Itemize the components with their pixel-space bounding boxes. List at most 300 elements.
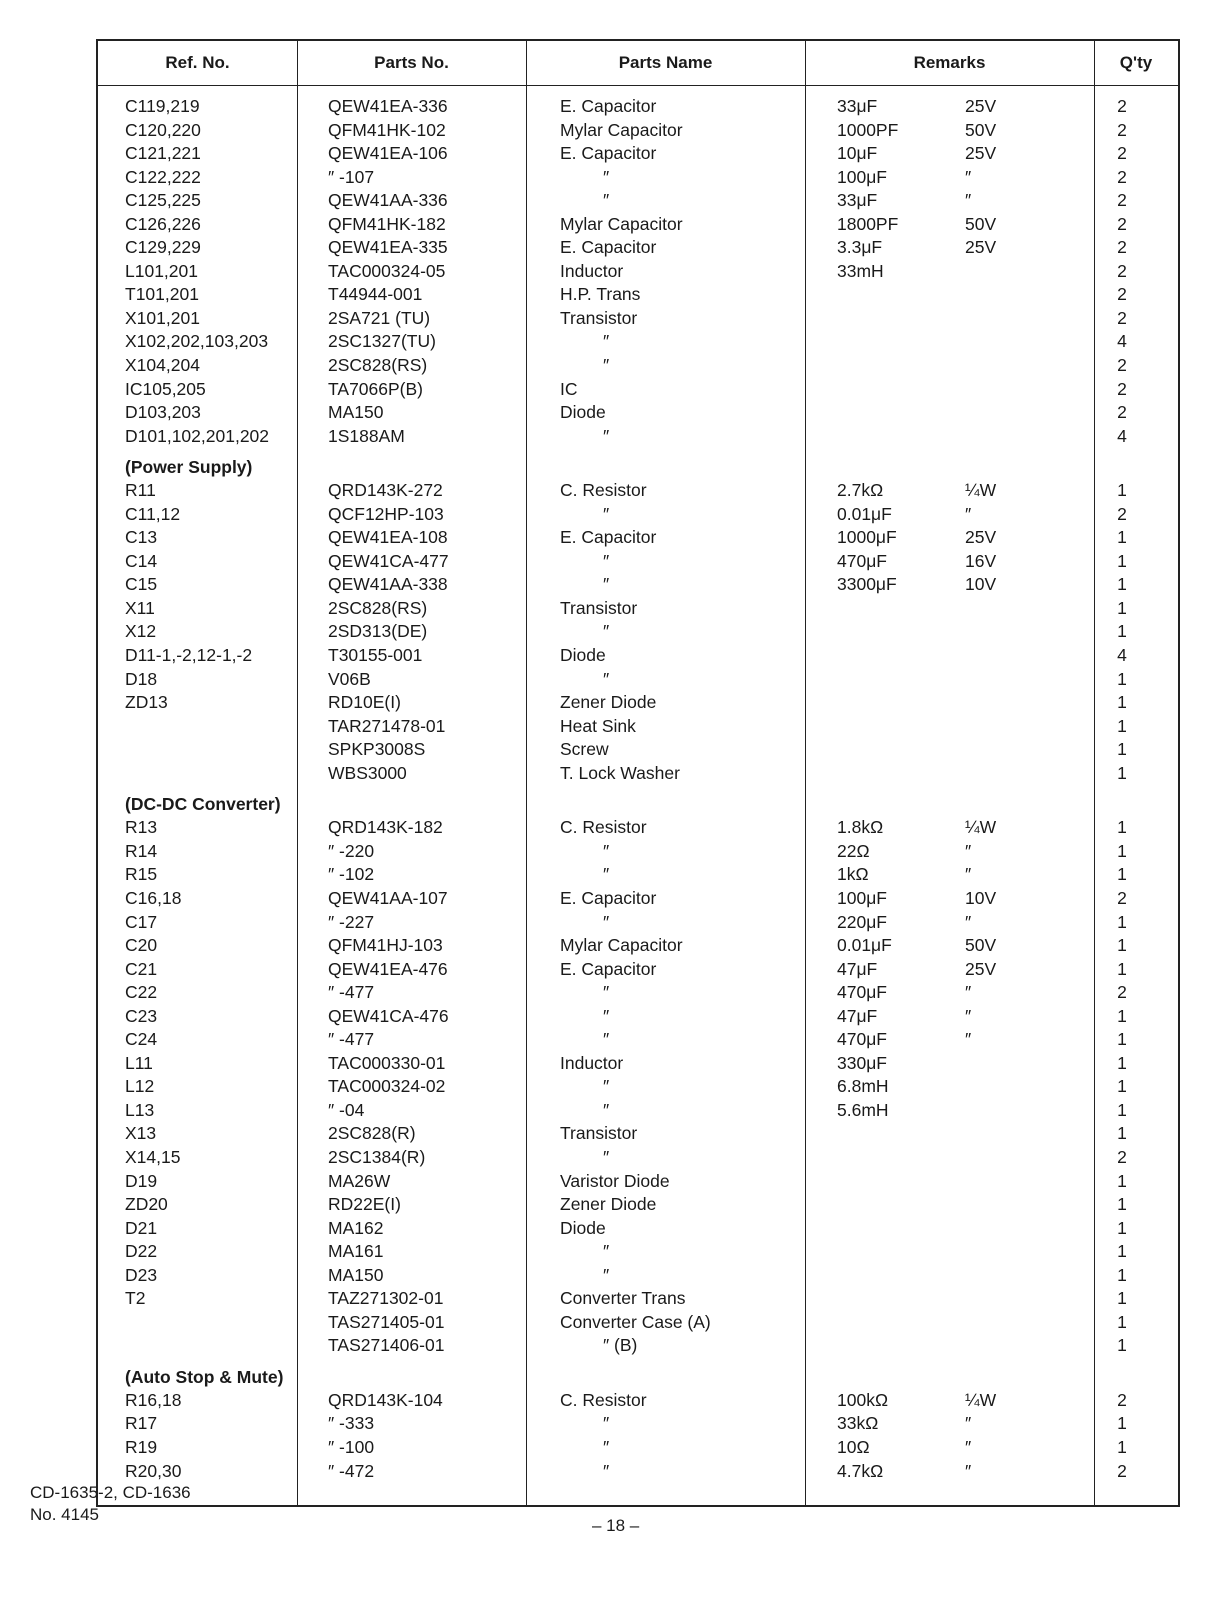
remarks-rating-cell: ¼W bbox=[965, 817, 997, 838]
parts-name-cell: ″ bbox=[603, 1076, 610, 1097]
ref-no-cell: D18 bbox=[125, 668, 158, 689]
remarks-value-cell: 1000PF bbox=[837, 119, 899, 140]
table-row bbox=[98, 307, 1178, 331]
parts-no-cell: 2SC828(RS) bbox=[328, 355, 428, 376]
parts-no-cell: ″ -04 bbox=[328, 1099, 365, 1120]
ref-no-cell: D103,203 bbox=[125, 402, 201, 423]
parts-no-cell: QEW41EA-335 bbox=[328, 237, 448, 258]
parts-no-cell: TAC000324-02 bbox=[328, 1076, 446, 1097]
parts-name-cell: ″ bbox=[603, 864, 610, 885]
parts-name-cell: ″ bbox=[603, 911, 610, 932]
parts-no-cell: QEW41CA-476 bbox=[328, 1005, 449, 1026]
qty-cell: 1 bbox=[1117, 527, 1127, 548]
parts-no-cell: QRD143K-104 bbox=[328, 1389, 443, 1410]
parts-name-cell: C. Resistor bbox=[560, 817, 647, 838]
ref-no-cell: C23 bbox=[125, 1005, 158, 1026]
parts-list-table bbox=[96, 39, 1180, 1507]
ref-no-cell: C122,222 bbox=[125, 166, 201, 187]
parts-no-cell: ″ -477 bbox=[328, 1029, 375, 1050]
parts-name-cell: ″ bbox=[603, 503, 610, 524]
table-row bbox=[98, 119, 1178, 143]
table-row bbox=[98, 550, 1178, 574]
qty-cell: 2 bbox=[1117, 503, 1127, 524]
remarks-value-cell: 6.8mH bbox=[837, 1076, 889, 1097]
qty-cell: 2 bbox=[1117, 355, 1127, 376]
remarks-value-cell: 470μF bbox=[837, 550, 887, 571]
remarks-rating-cell: 10V bbox=[965, 574, 997, 595]
table-row bbox=[98, 142, 1178, 166]
table-row bbox=[98, 479, 1178, 503]
table-row bbox=[98, 189, 1178, 213]
parts-no-cell: QCF12HP-103 bbox=[328, 503, 444, 524]
ref-no-cell: C129,229 bbox=[125, 237, 201, 258]
remarks-value-cell: 33μF bbox=[837, 96, 878, 116]
qty-cell: 1 bbox=[1117, 480, 1127, 501]
parts-no-cell: RD10E(I) bbox=[328, 692, 401, 713]
ref-no-cell: R13 bbox=[125, 817, 158, 838]
table-row bbox=[98, 1193, 1178, 1217]
remarks-value-cell: 10μF bbox=[837, 143, 878, 164]
remarks-rating-cell: 50V bbox=[965, 213, 997, 234]
remarks-value-cell: 3.3μF bbox=[837, 237, 883, 258]
section-heading: (Auto Stop & Mute) bbox=[125, 1366, 284, 1387]
parts-name-cell: Zener Diode bbox=[560, 692, 657, 713]
parts-name-cell: ″ bbox=[603, 574, 610, 595]
table-row bbox=[98, 1028, 1178, 1052]
remarks-value-cell: 100μF bbox=[837, 166, 887, 187]
qty-cell: 1 bbox=[1117, 739, 1127, 760]
table-row bbox=[98, 887, 1178, 911]
remarks-rating-cell: 50V bbox=[965, 119, 997, 140]
table-row bbox=[98, 1334, 1178, 1358]
ref-no-cell: ZD13 bbox=[125, 692, 168, 713]
table-row bbox=[98, 283, 1178, 307]
table-row bbox=[98, 1122, 1178, 1146]
parts-name-cell: ″ bbox=[603, 1460, 610, 1481]
ref-no-cell: D21 bbox=[125, 1217, 158, 1238]
parts-name-cell: Transistor bbox=[560, 1123, 638, 1144]
header-qty: Q'ty bbox=[1119, 53, 1153, 72]
qty-cell: 1 bbox=[1117, 958, 1127, 979]
table-row bbox=[98, 1264, 1178, 1288]
remarks-rating-cell: 25V bbox=[965, 96, 997, 116]
remarks-value-cell: 1800PF bbox=[837, 213, 899, 234]
qty-cell: 1 bbox=[1117, 692, 1127, 713]
qty-cell: 1 bbox=[1117, 1264, 1127, 1285]
parts-no-cell: QEW41AA-107 bbox=[328, 887, 448, 908]
table-row bbox=[98, 1460, 1178, 1484]
parts-no-cell: 2SA721 (TU) bbox=[328, 307, 431, 328]
remarks-value-cell: 47μF bbox=[837, 1005, 878, 1026]
parts-no-cell: TAZ271302-01 bbox=[328, 1288, 444, 1309]
document-number: No. 4145 bbox=[30, 1505, 99, 1524]
parts-name-cell: C. Resistor bbox=[560, 480, 647, 501]
parts-name-cell: ″ bbox=[603, 668, 610, 689]
table-row bbox=[98, 330, 1178, 354]
remarks-value-cell: 220μF bbox=[837, 911, 887, 932]
remarks-rating-cell: ¼W bbox=[965, 1389, 997, 1410]
parts-no-cell: QEW41EA-336 bbox=[328, 96, 448, 116]
parts-name-cell: ″ bbox=[603, 425, 610, 446]
parts-name-cell: Transistor bbox=[560, 597, 638, 618]
qty-cell: 4 bbox=[1117, 645, 1127, 666]
remarks-rating-cell: 25V bbox=[965, 237, 997, 258]
ref-no-cell: D19 bbox=[125, 1170, 158, 1191]
parts-name-cell: Inductor bbox=[560, 1052, 624, 1073]
table-row bbox=[98, 816, 1178, 840]
qty-cell: 2 bbox=[1117, 143, 1127, 164]
remarks-rating-cell: 25V bbox=[965, 958, 997, 979]
parts-name-cell: ″ bbox=[603, 1264, 610, 1285]
parts-no-cell: ″ -100 bbox=[328, 1436, 375, 1457]
remarks-rating-cell: ″ bbox=[965, 190, 972, 211]
parts-name-cell: Converter Case (A) bbox=[560, 1311, 711, 1332]
ref-no-cell: R16,18 bbox=[125, 1389, 182, 1410]
parts-no-cell: V06B bbox=[328, 668, 371, 689]
table-row bbox=[98, 1170, 1178, 1194]
table-row bbox=[98, 738, 1178, 762]
header-parts-name: Parts Name bbox=[618, 53, 713, 72]
table-row bbox=[98, 668, 1178, 692]
ref-no-cell: C11,12 bbox=[125, 503, 181, 524]
ref-no-cell: C13 bbox=[125, 527, 158, 548]
qty-cell: 2 bbox=[1117, 402, 1127, 423]
qty-cell: 1 bbox=[1117, 1005, 1127, 1026]
qty-cell: 2 bbox=[1117, 260, 1127, 281]
remarks-rating-cell: ″ bbox=[965, 864, 972, 885]
ref-no-cell: X11 bbox=[125, 597, 155, 618]
remarks-rating-cell: 16V bbox=[965, 550, 997, 571]
remarks-rating-cell: 50V bbox=[965, 935, 997, 956]
remarks-rating-cell: 25V bbox=[965, 143, 997, 164]
ref-no-cell: L101,201 bbox=[125, 260, 198, 281]
parts-no-cell: ″ -477 bbox=[328, 982, 375, 1003]
qty-cell: 1 bbox=[1117, 1335, 1127, 1356]
table-row bbox=[98, 1389, 1178, 1413]
ref-no-cell: D22 bbox=[125, 1241, 158, 1262]
header-ref-no: Ref. No. bbox=[165, 53, 230, 72]
table-row bbox=[98, 1217, 1178, 1241]
remarks-value-cell: 0.01μF bbox=[837, 503, 892, 524]
parts-name-cell: ″ bbox=[603, 355, 610, 376]
table-row bbox=[98, 354, 1178, 378]
table-row bbox=[98, 620, 1178, 644]
parts-no-cell: QRD143K-272 bbox=[328, 480, 443, 501]
ref-no-cell: L13 bbox=[125, 1099, 155, 1120]
qty-cell: 1 bbox=[1117, 574, 1127, 595]
table-body bbox=[98, 95, 1178, 1483]
qty-cell: 1 bbox=[1117, 550, 1127, 571]
section-heading-row bbox=[98, 1358, 1178, 1389]
qty-cell: 4 bbox=[1117, 425, 1127, 446]
qty-cell: 2 bbox=[1117, 887, 1127, 908]
remarks-rating-cell: ¼W bbox=[965, 480, 997, 501]
parts-name-cell: E. Capacitor bbox=[560, 143, 657, 164]
parts-name-cell: ″ bbox=[603, 1413, 610, 1434]
table-row bbox=[98, 958, 1178, 982]
qty-cell: 1 bbox=[1117, 762, 1127, 783]
qty-cell: 1 bbox=[1117, 1413, 1127, 1434]
qty-cell: 2 bbox=[1117, 1389, 1127, 1410]
parts-no-cell: ″ -333 bbox=[328, 1413, 375, 1434]
parts-no-cell: MA150 bbox=[328, 402, 384, 423]
parts-no-cell: 2SC828(R) bbox=[328, 1123, 416, 1144]
ref-no-cell: D101,102,201,202 bbox=[125, 425, 270, 446]
parts-no-cell: TAC000324-05 bbox=[328, 260, 446, 281]
table-row bbox=[98, 1099, 1178, 1123]
parts-name-cell: ″ bbox=[603, 1146, 610, 1167]
parts-name-cell: ″ bbox=[603, 621, 610, 642]
page-number: – 18 – bbox=[592, 1516, 640, 1535]
parts-no-cell: QEW41AA-338 bbox=[328, 574, 448, 595]
ref-no-cell: IC105,205 bbox=[125, 378, 206, 399]
table-row bbox=[98, 1052, 1178, 1076]
parts-no-cell: T30155-001 bbox=[328, 645, 423, 666]
ref-no-cell: C15 bbox=[125, 574, 158, 595]
remarks-value-cell: 1kΩ bbox=[837, 864, 869, 885]
table-row bbox=[98, 981, 1178, 1005]
parts-name-cell: Screw bbox=[560, 739, 609, 760]
remarks-value-cell: 1.8kΩ bbox=[837, 817, 884, 838]
ref-no-cell: X102,202,103,203 bbox=[125, 331, 269, 352]
ref-no-cell: R19 bbox=[125, 1436, 158, 1457]
table-row bbox=[98, 1311, 1178, 1335]
table-row bbox=[98, 863, 1178, 887]
section-heading-row bbox=[98, 448, 1178, 479]
qty-cell: 1 bbox=[1117, 817, 1127, 838]
table-row bbox=[98, 425, 1178, 449]
parts-name-cell: T. Lock Washer bbox=[560, 762, 680, 783]
qty-cell: 2 bbox=[1117, 237, 1127, 258]
model-label: CD-1635-2, CD-1636 bbox=[30, 1483, 191, 1502]
parts-no-cell: QEW41AA-336 bbox=[328, 190, 448, 211]
parts-name-cell: ″ (B) bbox=[603, 1335, 638, 1356]
remarks-value-cell: 0.01μF bbox=[837, 935, 892, 956]
remarks-value-cell: 1000μF bbox=[837, 527, 897, 548]
remarks-value-cell: 5.6mH bbox=[837, 1099, 889, 1120]
parts-no-cell: ″ -472 bbox=[328, 1460, 375, 1481]
qty-cell: 1 bbox=[1117, 1099, 1127, 1120]
ref-no-cell: C22 bbox=[125, 982, 158, 1003]
ref-no-cell: C20 bbox=[125, 935, 158, 956]
parts-name-cell: ″ bbox=[603, 550, 610, 571]
parts-name-cell: H.P. Trans bbox=[560, 284, 641, 305]
remarks-rating-cell: ″ bbox=[965, 166, 972, 187]
remarks-rating-cell: ″ bbox=[965, 1005, 972, 1026]
remarks-value-cell: 470μF bbox=[837, 1029, 887, 1050]
ref-no-cell: C24 bbox=[125, 1029, 158, 1050]
qty-cell: 2 bbox=[1117, 1146, 1127, 1167]
qty-cell: 2 bbox=[1117, 982, 1127, 1003]
parts-name-cell: Mylar Capacitor bbox=[560, 119, 683, 140]
qty-cell: 2 bbox=[1117, 378, 1127, 399]
ref-no-cell: X101,201 bbox=[125, 307, 200, 328]
qty-cell: 2 bbox=[1117, 119, 1127, 140]
ref-no-cell: D11-1,-2,12-1,-2 bbox=[125, 645, 253, 666]
qty-cell: 2 bbox=[1117, 96, 1127, 116]
parts-name-cell: E. Capacitor bbox=[560, 958, 657, 979]
qty-cell: 1 bbox=[1117, 1288, 1127, 1309]
table-row bbox=[98, 95, 1178, 119]
parts-name-cell: ″ bbox=[603, 1029, 610, 1050]
table-row bbox=[98, 1412, 1178, 1436]
parts-name-cell: ″ bbox=[603, 190, 610, 211]
parts-no-cell: TAS271405-01 bbox=[328, 1311, 445, 1332]
parts-name-cell: ″ bbox=[603, 1005, 610, 1026]
qty-cell: 1 bbox=[1117, 911, 1127, 932]
ref-no-cell: X13 bbox=[125, 1123, 157, 1144]
parts-name-cell: E. Capacitor bbox=[560, 237, 657, 258]
parts-no-cell: TAR271478-01 bbox=[328, 715, 446, 736]
header-divider bbox=[98, 85, 1178, 86]
table-row bbox=[98, 1287, 1178, 1311]
parts-no-cell: ″ -107 bbox=[328, 166, 375, 187]
parts-name-cell: Zener Diode bbox=[560, 1194, 657, 1215]
parts-no-cell: QEW41EA-106 bbox=[328, 143, 448, 164]
qty-cell: 1 bbox=[1117, 1029, 1127, 1050]
parts-name-cell: Transistor bbox=[560, 307, 638, 328]
parts-name-cell: Mylar Capacitor bbox=[560, 935, 683, 956]
remarks-value-cell: 33mH bbox=[837, 260, 884, 281]
parts-no-cell: TAS271406-01 bbox=[328, 1335, 445, 1356]
table-row bbox=[98, 1005, 1178, 1029]
ref-no-cell: R11 bbox=[125, 480, 156, 501]
qty-cell: 1 bbox=[1117, 668, 1127, 689]
table-row bbox=[98, 934, 1178, 958]
parts-no-cell: 1S188AM bbox=[328, 425, 405, 446]
ref-no-cell: C121,221 bbox=[125, 143, 201, 164]
parts-name-cell: Varistor Diode bbox=[560, 1170, 670, 1191]
remarks-rating-cell: ″ bbox=[965, 1413, 972, 1434]
ref-no-cell: C16,18 bbox=[125, 887, 182, 908]
ref-no-cell: C17 bbox=[125, 911, 158, 932]
ref-no-cell: D23 bbox=[125, 1264, 158, 1285]
parts-name-cell: Inductor bbox=[560, 260, 624, 281]
table-row bbox=[98, 715, 1178, 739]
remarks-rating-cell: ″ bbox=[965, 840, 972, 861]
parts-no-cell: QEW41EA-108 bbox=[328, 527, 448, 548]
parts-no-cell: ″ -102 bbox=[328, 864, 375, 885]
parts-name-cell: ″ bbox=[603, 1436, 610, 1457]
remarks-value-cell: 4.7kΩ bbox=[837, 1460, 884, 1481]
remarks-rating-cell: ″ bbox=[965, 982, 972, 1003]
parts-name-cell: Diode bbox=[560, 402, 606, 423]
remarks-rating-cell: ″ bbox=[965, 1460, 972, 1481]
table-row bbox=[98, 378, 1178, 402]
parts-no-cell: RD22E(I) bbox=[328, 1194, 401, 1215]
parts-no-cell: QFM41HK-102 bbox=[328, 119, 446, 140]
ref-no-cell: X14,15 bbox=[125, 1146, 181, 1167]
remarks-value-cell: 100kΩ bbox=[837, 1389, 889, 1410]
parts-no-cell: WBS3000 bbox=[328, 762, 407, 783]
parts-name-cell: C. Resistor bbox=[560, 1389, 647, 1410]
remarks-rating-cell: ″ bbox=[965, 503, 972, 524]
parts-name-cell: E. Capacitor bbox=[560, 96, 657, 116]
remarks-value-cell: 100μF bbox=[837, 887, 887, 908]
qty-cell: 1 bbox=[1117, 1194, 1127, 1215]
ref-no-cell: C120,220 bbox=[125, 119, 201, 140]
parts-no-cell: 2SC1384(R) bbox=[328, 1146, 426, 1167]
parts-no-cell: T44944-001 bbox=[328, 284, 423, 305]
qty-cell: 2 bbox=[1117, 166, 1127, 187]
parts-no-cell: 2SC1327(TU) bbox=[328, 331, 436, 352]
remarks-value-cell: 470μF bbox=[837, 982, 887, 1003]
header-remarks: Remarks bbox=[913, 53, 986, 72]
qty-cell: 1 bbox=[1117, 715, 1127, 736]
parts-no-cell: ″ -227 bbox=[328, 911, 375, 932]
qty-cell: 1 bbox=[1117, 597, 1127, 618]
parts-no-cell: TAC000330-01 bbox=[328, 1052, 446, 1073]
remarks-value-cell: 10Ω bbox=[837, 1436, 870, 1457]
remarks-value-cell: 3300μF bbox=[837, 574, 897, 595]
qty-cell: 1 bbox=[1117, 1311, 1127, 1332]
ref-no-cell: X12 bbox=[125, 621, 157, 642]
parts-no-cell: QFM41HK-182 bbox=[328, 213, 446, 234]
table-row bbox=[98, 573, 1178, 597]
section-heading-row bbox=[98, 785, 1178, 816]
table-row bbox=[98, 911, 1178, 935]
remarks-value-cell: 47μF bbox=[837, 958, 878, 979]
table-row bbox=[98, 597, 1178, 621]
ref-no-cell: T2 bbox=[125, 1288, 146, 1309]
table-row bbox=[98, 1240, 1178, 1264]
ref-no-cell: C21 bbox=[125, 958, 158, 979]
table-row bbox=[98, 526, 1178, 550]
qty-cell: 4 bbox=[1117, 331, 1127, 352]
parts-name-cell: E. Capacitor bbox=[560, 527, 657, 548]
remarks-value-cell: 22Ω bbox=[837, 840, 870, 861]
table-row bbox=[98, 401, 1178, 425]
parts-no-cell: QRD143K-182 bbox=[328, 817, 443, 838]
table-row bbox=[98, 260, 1178, 284]
qty-cell: 2 bbox=[1117, 1460, 1127, 1481]
qty-cell: 2 bbox=[1117, 307, 1127, 328]
qty-cell: 1 bbox=[1117, 1076, 1127, 1097]
qty-cell: 2 bbox=[1117, 284, 1127, 305]
parts-no-cell: 2SD313(DE) bbox=[328, 621, 428, 642]
qty-cell: 1 bbox=[1117, 1241, 1127, 1262]
remarks-value-cell: 2.7kΩ bbox=[837, 480, 884, 501]
parts-no-cell: ″ -220 bbox=[328, 840, 375, 861]
table-row bbox=[98, 762, 1178, 786]
ref-no-cell: X104,204 bbox=[125, 355, 200, 376]
header-parts-no: Parts No. bbox=[374, 53, 449, 72]
ref-no-cell: ZD20 bbox=[125, 1194, 168, 1215]
section-heading: (Power Supply) bbox=[125, 457, 253, 478]
remarks-rating-cell: 25V bbox=[965, 527, 997, 548]
remarks-value-cell: 33μF bbox=[837, 190, 878, 211]
ref-no-cell: R20,30 bbox=[125, 1460, 182, 1481]
qty-cell: 1 bbox=[1117, 1170, 1127, 1191]
ref-no-cell: R14 bbox=[125, 840, 158, 861]
parts-name-cell: ″ bbox=[603, 840, 610, 861]
qty-cell: 1 bbox=[1117, 1052, 1127, 1073]
qty-cell: 2 bbox=[1117, 213, 1127, 234]
remarks-rating-cell: ″ bbox=[965, 1436, 972, 1457]
qty-cell: 1 bbox=[1117, 840, 1127, 861]
table-row bbox=[98, 840, 1178, 864]
qty-cell: 1 bbox=[1117, 1436, 1127, 1457]
qty-cell: 1 bbox=[1117, 621, 1127, 642]
parts-no-cell: MA150 bbox=[328, 1264, 384, 1285]
table-row bbox=[98, 1075, 1178, 1099]
section-heading: (DC-DC Converter) bbox=[125, 794, 281, 815]
remarks-value-cell: 33kΩ bbox=[837, 1413, 879, 1434]
table-row bbox=[98, 166, 1178, 190]
qty-cell: 1 bbox=[1117, 935, 1127, 956]
ref-no-cell: C126,226 bbox=[125, 213, 201, 234]
ref-no-cell: L12 bbox=[125, 1076, 155, 1097]
